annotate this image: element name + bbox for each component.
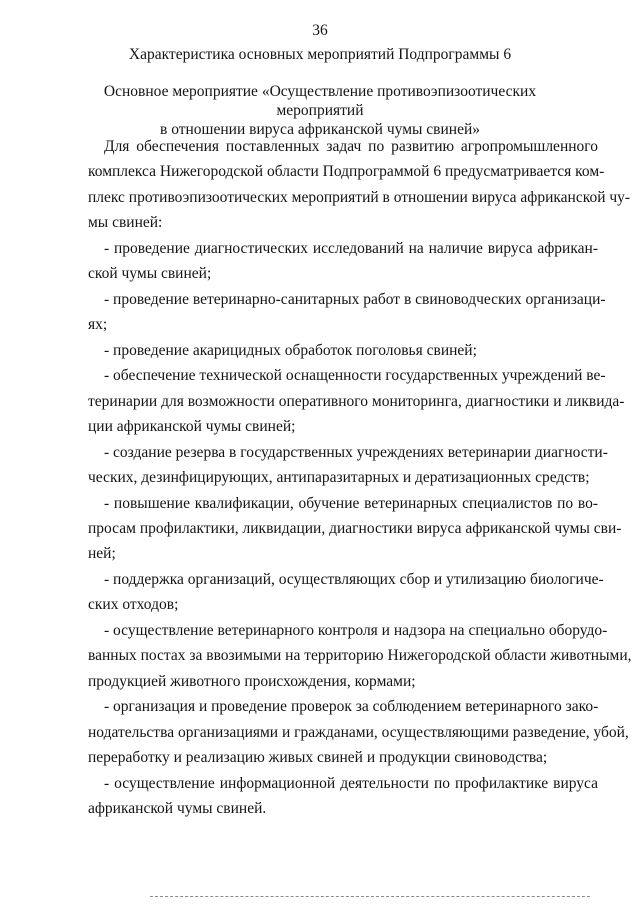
paragraph-line: ней;: [88, 545, 116, 563]
paragraph-line: продукцией животного происхождения, кормами;: [88, 672, 416, 690]
measure-title-line-2: в отношении вируса африканской чумы свиней»: [160, 121, 480, 138]
paragraph: [88, 618, 632, 694]
paragraph: [88, 338, 598, 363]
paragraph: [88, 236, 598, 287]
paragraph-line: - повышение квалификации, обучение ветеринарных специалистов по во-: [104, 494, 598, 512]
paragraph: [88, 363, 625, 439]
paragraph: [88, 694, 629, 770]
paragraph-line: - проведение ветеринарно-санитарных работ в свиноводческих организаци-: [104, 290, 606, 308]
paragraph-line: - проведение акарицидных обработок поголовья свиней;: [104, 341, 477, 359]
paragraph-line: нодательства организациями и гражданами, осуществляющими разведение, убой,: [88, 723, 629, 741]
paragraph-line: ской чумы свиней;: [88, 265, 212, 283]
paragraph: [88, 491, 622, 567]
paragraph-line: - организация и проведение проверок за соблюдением ветеринарного зако-: [104, 698, 599, 716]
paragraph-line: - осуществление ветеринарного контроля и надзора на специально оборудо-: [104, 621, 608, 639]
paragraph-line: ческих, дезинфицирующих, антипаразитарных и дератизационных средств;: [88, 469, 590, 487]
section-title: Характеристика основных мероприятий Подпрограммы 6: [128, 46, 512, 63]
page-number: 36: [312, 22, 328, 39]
paragraph: [88, 134, 631, 236]
paragraph: [88, 771, 598, 822]
measure-title-line-1: Основное мероприятие «Осуществление противоэпизоотических мероприятий: [103, 83, 537, 119]
paragraph-line: ских отходов;: [88, 596, 179, 614]
paragraph-line: просам профилактики, ликвидации, диагностики вируса африканской чумы сви-: [88, 519, 622, 537]
paragraph-line: переработку и реализацию живых свиней и продукции свиноводства;: [88, 749, 548, 767]
paragraph-line: - поддержка организаций, осуществляющих сбор и утилизацию биологиче-: [104, 570, 604, 588]
bottom-rule: [150, 896, 590, 897]
paragraph: [88, 440, 608, 491]
paragraph-line: ях;: [88, 316, 108, 334]
paragraph-line: Для обеспечения поставленных задач по развитию агропромышленного: [104, 138, 598, 155]
paragraph-line: плекс противоэпизоотических мероприятий в отношении вируса африканской чу-: [88, 188, 631, 206]
paragraph-line: теринарии для возможности оперативного мониторинга, диагностики и ликвида-: [88, 392, 625, 410]
paragraph: [88, 567, 604, 618]
paragraph-line: ванных постах за ввозимыми на территорию Нижегородской области животными,: [88, 647, 632, 665]
body-text: [88, 134, 632, 822]
paragraph-line: - создание резерва в государственных учреждениях ветеринарии диагности-: [104, 443, 608, 461]
paragraph-line: - проведение диагностических исследований на наличие вируса африкан-: [104, 239, 598, 257]
paragraph: [88, 287, 606, 338]
paragraph-line: - осуществление информационной деятельности по профилактике вируса: [104, 774, 598, 792]
paragraph-line: комплекса Нижегородской области Подпрограммой 6 предусматривается ком-: [88, 163, 605, 181]
measure-title: [60, 82, 580, 139]
paragraph-line: африканской чумы свиней.: [88, 800, 267, 818]
paragraph-line: - обеспечение технической оснащенности государственных учреждений ве-: [104, 367, 606, 385]
paragraph-line: мы свиней:: [88, 214, 163, 232]
paragraph-line: ции африканской чумы свиней;: [88, 418, 296, 436]
